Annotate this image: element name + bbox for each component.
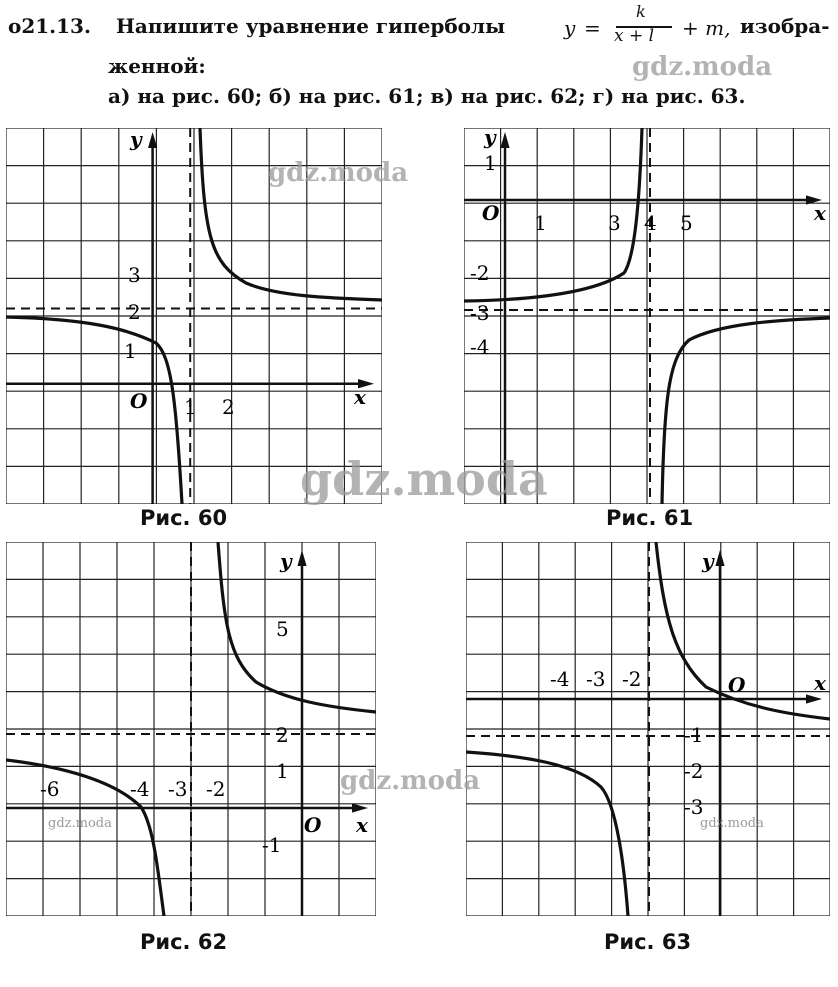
figure-61 bbox=[464, 128, 830, 504]
watermark: gdz.moda bbox=[700, 816, 764, 831]
origin-label: O bbox=[304, 813, 322, 837]
y-axis-label: y bbox=[702, 549, 714, 573]
hyperbola-branch-left bbox=[6, 317, 182, 504]
x-tick-label: 2 bbox=[222, 395, 235, 419]
x-axis-arrow bbox=[806, 694, 822, 703]
watermark: gdz.moda bbox=[48, 816, 112, 831]
watermark: gdz.moda bbox=[268, 158, 409, 188]
x-tick-label: -3 bbox=[586, 667, 606, 691]
y-axis-label: y bbox=[484, 128, 496, 149]
problem-text: Напишите уравнение гиперболы bbox=[116, 14, 506, 38]
x-axis-label: x bbox=[354, 385, 366, 409]
y-tick-label: -1 bbox=[262, 833, 282, 857]
caption-fig-60: Рис. 60 bbox=[140, 506, 228, 530]
problem-line-3: а) на рис. 60; б) на рис. 61; в) на рис. 62; г) на рис. 63. bbox=[108, 84, 746, 108]
watermark: gdz.moda bbox=[340, 766, 481, 796]
problem-tail: изобра- bbox=[740, 14, 830, 38]
formula-denominator: x + l bbox=[614, 26, 655, 46]
y-tick-label: -1 bbox=[684, 723, 704, 747]
x-tick-label: 5 bbox=[680, 211, 693, 235]
figure-62 bbox=[6, 542, 376, 916]
x-tick-label: 1 bbox=[184, 395, 197, 419]
x-tick-label: -6 bbox=[40, 777, 60, 801]
hyperbola-branch-right bbox=[662, 318, 830, 504]
x-axis-arrow bbox=[352, 803, 368, 812]
x-tick-label: 4 bbox=[644, 211, 657, 235]
hyperbola-branch-left bbox=[466, 752, 628, 916]
y-axis-label: y bbox=[130, 128, 142, 151]
x-tick-label: -4 bbox=[550, 667, 570, 691]
y-tick-label: 3 bbox=[128, 263, 141, 287]
x-axis-label: x bbox=[814, 201, 826, 225]
y-tick-label: 1 bbox=[484, 151, 497, 175]
y-tick-label: 2 bbox=[276, 723, 289, 747]
hyperbola-branch-right bbox=[200, 128, 382, 300]
origin-label: O bbox=[728, 673, 746, 697]
y-tick-label: -3 bbox=[470, 301, 490, 325]
formula-plus-m: + m, bbox=[682, 16, 731, 40]
origin-label: O bbox=[130, 389, 148, 413]
problem-line-1 bbox=[8, 4, 838, 48]
x-tick-label: -2 bbox=[622, 667, 642, 691]
x-tick-label: 3 bbox=[608, 211, 621, 235]
grid bbox=[464, 128, 830, 504]
formula-lhs: y bbox=[564, 16, 576, 40]
caption-fig-61: Рис. 61 bbox=[606, 506, 694, 530]
x-tick-label: -2 bbox=[206, 777, 226, 801]
y-tick-label: -4 bbox=[470, 335, 490, 359]
formula-numerator: k bbox=[636, 2, 646, 21]
y-tick-label: -2 bbox=[684, 759, 704, 783]
caption-fig-63: Рис. 63 bbox=[604, 930, 692, 954]
x-axis-label: x bbox=[814, 671, 826, 695]
problem-number: о21.13. bbox=[8, 14, 91, 38]
y-tick-label: -3 bbox=[684, 795, 704, 819]
hyperbola-branch-right bbox=[218, 542, 376, 712]
x-tick-label: -3 bbox=[168, 777, 188, 801]
caption-fig-62: Рис. 62 bbox=[140, 930, 228, 954]
y-axis-arrow bbox=[715, 550, 724, 566]
y-tick-label: -2 bbox=[470, 261, 490, 285]
problem-line-2: женной: bbox=[108, 54, 206, 78]
x-tick-label: 1 bbox=[534, 211, 547, 235]
y-axis-label: y bbox=[280, 549, 292, 573]
origin-label: O bbox=[482, 201, 500, 225]
y-tick-label: 1 bbox=[276, 759, 289, 783]
x-axis-label: x bbox=[356, 813, 368, 837]
y-tick-label: 5 bbox=[276, 617, 289, 641]
watermark: gdz.moda bbox=[300, 452, 548, 506]
figure-63 bbox=[466, 542, 830, 916]
formula-equals: = bbox=[584, 16, 601, 40]
y-tick-label: 1 bbox=[124, 339, 137, 363]
watermark: gdz.moda bbox=[632, 52, 773, 82]
y-tick-label: 2 bbox=[128, 300, 141, 324]
y-axis-arrow bbox=[297, 550, 306, 566]
x-tick-label: -4 bbox=[130, 777, 150, 801]
y-axis-arrow bbox=[500, 132, 509, 148]
hyperbola-formula bbox=[564, 4, 764, 50]
